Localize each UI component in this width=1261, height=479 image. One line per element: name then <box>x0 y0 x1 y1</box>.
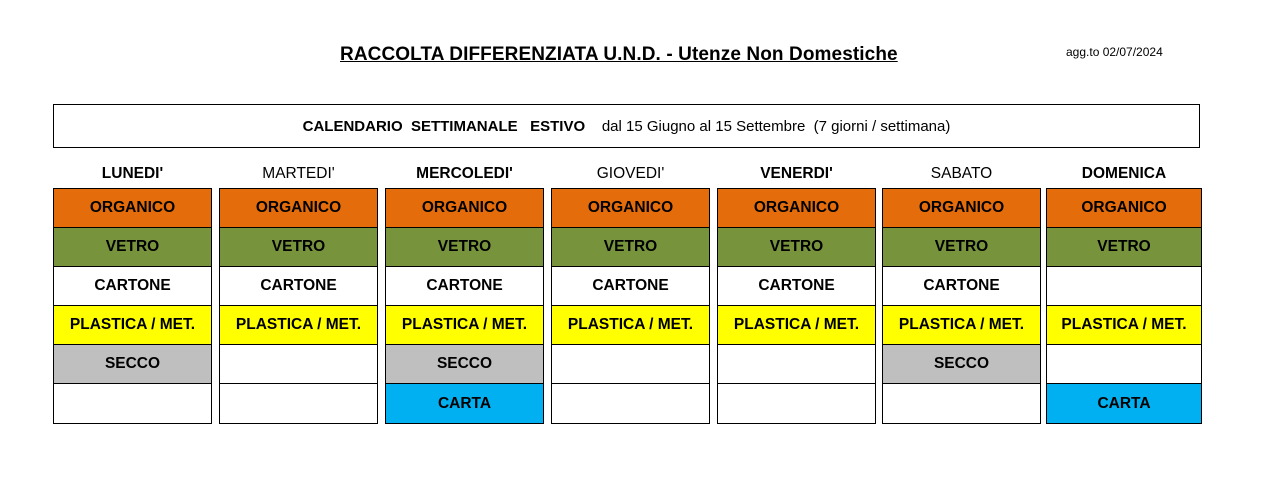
collection-slot: PLASTICA / MET. <box>54 306 211 345</box>
day-column <box>1046 160 1202 424</box>
collection-slot <box>1047 267 1201 306</box>
collection-slot: ORGANICO <box>386 189 543 228</box>
collection-slot: VETRO <box>220 228 377 267</box>
collection-slot: CARTONE <box>883 267 1040 306</box>
collection-slot: CARTONE <box>54 267 211 306</box>
banner-label: CALENDARIO SETTIMANALE ESTIVO <box>302 117 586 135</box>
collection-slot: ORGANICO <box>883 189 1040 228</box>
collection-slot <box>552 345 709 384</box>
collection-slot <box>883 384 1040 423</box>
collection-slot <box>552 384 709 423</box>
collection-slot <box>220 345 377 384</box>
collection-slot: VETRO <box>1047 228 1201 267</box>
collection-slot: SECCO <box>54 345 211 384</box>
day-column <box>385 160 544 424</box>
day-name: VENERDI' <box>760 164 833 182</box>
collection-slot: PLASTICA / MET. <box>1047 306 1201 345</box>
collection-slot: PLASTICA / MET. <box>883 306 1040 345</box>
day-name: DOMENICA <box>1081 164 1167 182</box>
day-slots <box>551 188 710 424</box>
day-name: MARTEDI' <box>262 164 335 182</box>
collection-slot: PLASTICA / MET. <box>552 306 709 345</box>
day-name: LUNEDI' <box>101 164 164 182</box>
day-column <box>53 160 212 424</box>
day-column <box>882 160 1041 424</box>
collection-slot <box>54 384 211 423</box>
day-slots <box>717 188 876 424</box>
collection-slot: ORGANICO <box>552 189 709 228</box>
day-column <box>551 160 710 424</box>
collection-slot: CARTONE <box>718 267 875 306</box>
collection-slot: CARTONE <box>220 267 377 306</box>
collection-slot: VETRO <box>718 228 875 267</box>
day-column <box>219 160 378 424</box>
calendar-banner <box>53 104 1200 148</box>
collection-slot: PLASTICA / MET. <box>386 306 543 345</box>
update-date: agg.to 02/07/2024 <box>1066 45 1163 59</box>
collection-slot: SECCO <box>386 345 543 384</box>
collection-slot: PLASTICA / MET. <box>718 306 875 345</box>
page-title: RACCOLTA DIFFERENZIATA U.N.D. - Utenze Non Domestiche <box>340 44 898 65</box>
collection-slot: ORGANICO <box>1047 189 1201 228</box>
collection-slot <box>718 345 875 384</box>
collection-slot: SECCO <box>883 345 1040 384</box>
collection-slot: ORGANICO <box>718 189 875 228</box>
day-slots <box>385 188 544 424</box>
day-slots <box>219 188 378 424</box>
collection-slot: VETRO <box>386 228 543 267</box>
day-name: SABATO <box>930 164 993 182</box>
day-name: GIOVEDI' <box>596 164 665 182</box>
day-slots <box>882 188 1041 424</box>
collection-slot: ORGANICO <box>220 189 377 228</box>
collection-slot: ORGANICO <box>54 189 211 228</box>
collection-slot: VETRO <box>883 228 1040 267</box>
collection-slot <box>1047 345 1201 384</box>
collection-slot: VETRO <box>552 228 709 267</box>
collection-slot: VETRO <box>54 228 211 267</box>
collection-slot: CARTONE <box>386 267 543 306</box>
collection-slot: PLASTICA / MET. <box>220 306 377 345</box>
day-slots <box>1046 188 1202 424</box>
collection-slot <box>718 384 875 423</box>
collection-slot: CARTA <box>1047 384 1201 423</box>
day-slots <box>53 188 212 424</box>
day-column <box>717 160 876 424</box>
day-name: MERCOLEDI' <box>416 164 513 182</box>
collection-slot: CARTONE <box>552 267 709 306</box>
collection-slot <box>220 384 377 423</box>
banner-period: dal 15 Giugno al 15 Settembre (7 giorni / settimana) <box>601 117 951 135</box>
collection-slot: CARTA <box>386 384 543 423</box>
